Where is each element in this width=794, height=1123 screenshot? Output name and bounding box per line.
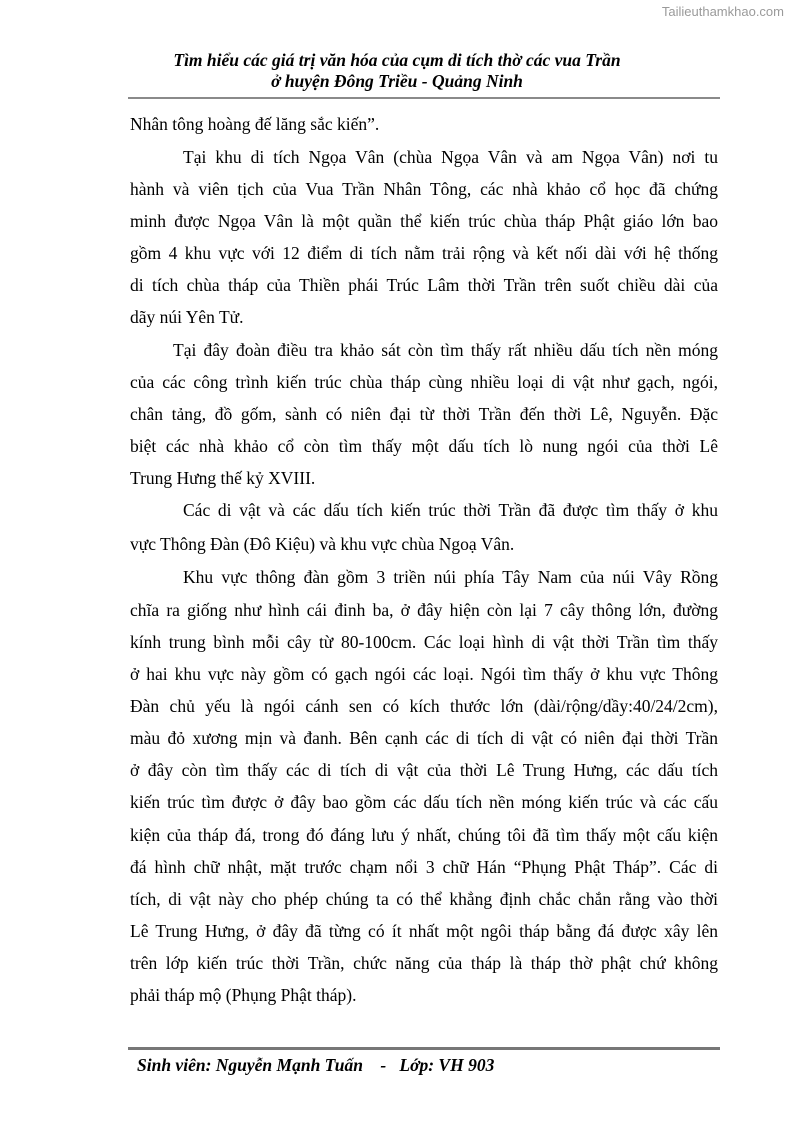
text-line: trên lớp kiến trúc thời Trần, chức năng của tháp là tháp thờ phật chứ không <box>130 953 718 973</box>
text-line: kiện của tháp đá, trong đó đáng lưu ý nhất, chúng tôi đã tìm thấy một cấu kiện <box>130 825 718 845</box>
text-line: minh được Ngọa Vân là một quần thể kiến trúc chùa tháp Phật giáo lớn bao <box>130 211 718 231</box>
footer-rule <box>128 1047 720 1050</box>
footer-text: Sinh viên: Nguyễn Mạnh Tuấn - Lớp: VH 903 <box>137 1055 495 1075</box>
text-line: di tích chùa tháp của Thiền phái Trúc Lâm thời Trần trên suốt chiều dài của <box>130 275 718 295</box>
text-line: Các di vật và các dấu tích kiến trúc thời Trần đã được tìm thấy ở khu <box>183 500 718 520</box>
text-line: Nhân tông hoàng đế lăng sắc kiến”. <box>130 114 380 134</box>
text-line: hành và viên tịch của Vua Trần Nhân Tông, các nhà khảo cổ học đã chứng <box>130 179 718 199</box>
text-line: ở hai khu vực này gồm có gạch ngói các loại. Ngói tìm thấy ở khu vực Thông <box>130 664 718 684</box>
text-line: chân tảng, đồ gốm, sành có niên đại từ thời Trần đến thời Lê, Nguyễn. Đặc <box>130 404 718 424</box>
text-line: đá hình chữ nhật, mặt trước chạm nổi 3 chữ Hán “Phụng Phật Tháp”. Các di <box>130 857 718 877</box>
text-line: Lê Trung Hưng, ở đây đã từng có ít nhất một ngôi tháp bằng đá được xây lên <box>130 921 718 941</box>
header-title-line2: ở huyện Đông Triều - Quảng Ninh <box>271 71 523 91</box>
text-line: tích, di vật này cho phép chúng ta có thể khẳng định chắc chắn rằng vào thời <box>130 889 718 909</box>
text-line: phải tháp mộ (Phụng Phật tháp). <box>130 985 357 1005</box>
text-line: kính trung bình mỗi cây từ 80-100cm. Các loại hình di vật thời Trần tìm thấy <box>130 632 718 652</box>
text-line: Tại khu di tích Ngọa Vân (chùa Ngọa Vân và am Ngọa Vân) nơi tu <box>183 147 718 167</box>
watermark: Tailieuthamkhao.com <box>661 4 784 19</box>
text-line: chĩa ra giống như hình cái đinh ba, ở đây hiện còn lại 7 cây thông lớn, đường <box>130 600 718 620</box>
text-line: dãy núi Yên Tử. <box>130 307 244 327</box>
header-rule <box>128 97 720 99</box>
text-line: màu đỏ xương mịn và đanh. Bên cạnh các di tích di vật có niên đại thời Trần <box>130 728 718 748</box>
text-line: Trung Hưng thế kỷ XVIII. <box>130 468 316 488</box>
text-line: vực Thông Đàn (Đô Kiệu) và khu vực chùa Ngoạ Vân. <box>130 534 515 554</box>
text-line: gồm 4 khu vực với 12 điểm di tích nằm trải rộng và kết nối dài với hệ thống <box>130 243 718 263</box>
text-line: Tại đây đoàn điều tra khảo sát còn tìm thấy rất nhiều dấu tích nền móng <box>173 340 718 360</box>
text-line: ở đây còn tìm thấy các di tích di vật của thời Lê Trung Hưng, các dấu tích <box>130 760 718 780</box>
text-line: của các công trình kiến trúc chùa tháp cùng nhiều loại di vật như gạch, ngói, <box>130 372 718 392</box>
header-title-line1: Tìm hiểu các giá trị văn hóa của cụm di tích thờ các vua Trần <box>173 50 621 70</box>
text-line: kiến trúc tìm được ở đây bao gồm các dấu tích nền móng kiến trúc và các cấu <box>130 792 718 812</box>
text-line: Khu vực thông đàn gồm 3 triền núi phía Tây Nam của núi Vây Rồng <box>183 567 718 587</box>
text-line: Đàn chủ yếu là ngói cánh sen có kích thước lớn (dài/rộng/dầy:40/24/2cm), <box>130 696 718 716</box>
text-line: biệt các nhà khảo cổ còn tìm thấy một dấu tích lò nung ngói của thời Lê <box>130 436 718 456</box>
